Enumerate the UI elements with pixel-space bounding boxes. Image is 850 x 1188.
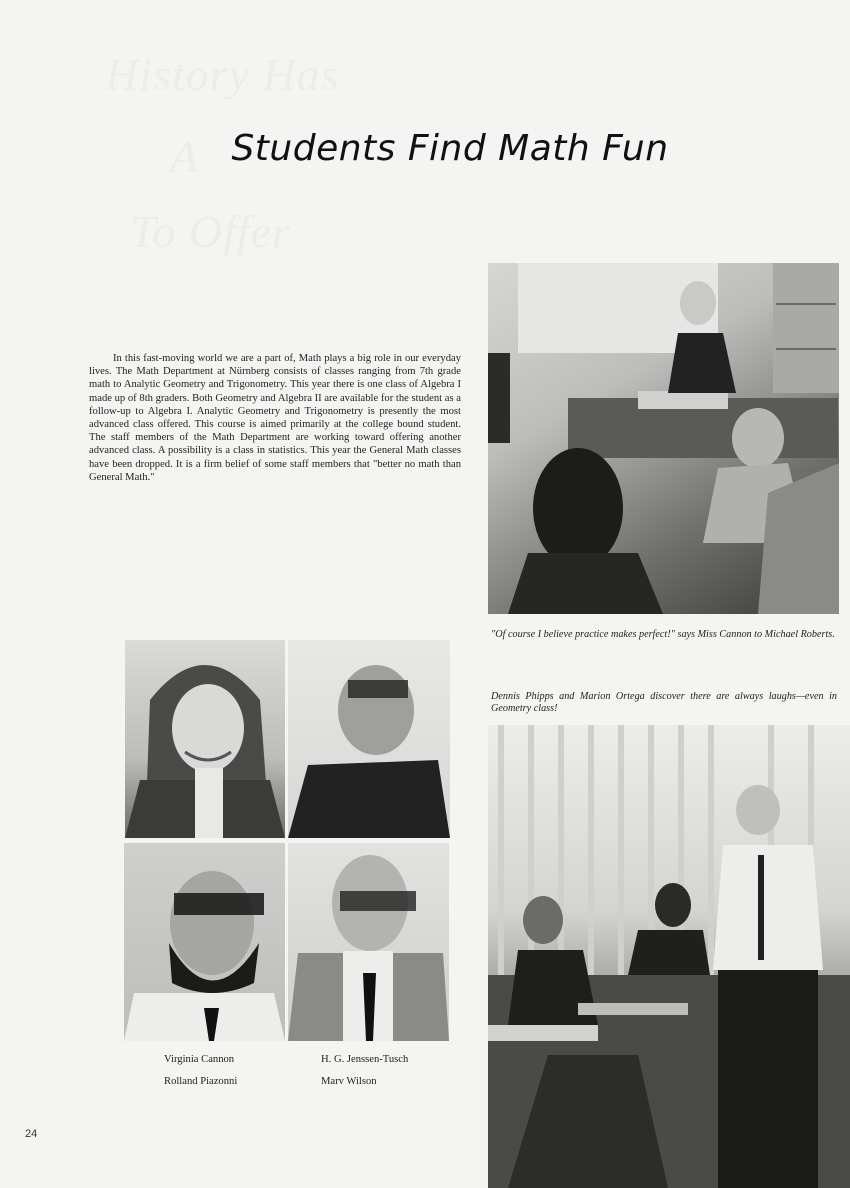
portrait-marv-wilson [288,843,449,1041]
portrait-virginia-cannon [125,640,285,838]
portrait-art [288,640,450,838]
page-number: 24 [25,1128,38,1140]
page-title: Students Find Math Fun [231,128,669,169]
staff-name: H. G. Jenssen-Tusch [321,1054,409,1065]
geometry-photo-art [488,725,850,1188]
portrait-rolland-piazonni [124,843,285,1041]
show-through-text: History Has [105,49,340,100]
portrait-art [124,843,285,1041]
staff-name: Rolland Piazonni [164,1076,238,1087]
geometry-photo-caption: Dennis Phipps and Marion Ortega discover there are always laughs—even in Geometry class! [491,691,837,714]
staff-name: Virginia Cannon [164,1054,235,1065]
show-through-text: A [170,131,200,182]
article-body: In this fast-moving world we are a part of, Math plays a big role in our everyday lives. The Math Department at Nürnberg consists of classes ranging from 7th grade math to Analytic Geometry and Trigonometry. This year there is one class of Algebra I made up of 8th graders. Both Geometry and Algebra II are available for the student as a follow-up to Algebra I. Analytic Geometry and Trigonometry is presently the most advanced class offered. This course is aimed primarily at the college bound student. The staff members of the Math Department are working toward offering another advanced class. A possibility is a class in statistics. This year the General Math classes have been dropped. It is a firm belief of some staff members that "better no math than General Math." [89,353,461,483]
portrait-art [288,843,449,1041]
portrait-h-g-jenssen-tusch [288,640,450,838]
portrait-art [125,640,285,838]
classroom-photo-geometry [488,725,850,1188]
practice-photo-caption: "Of course I believe practice makes perfect!" says Miss Cannon to Michael Roberts. [491,629,835,640]
staff-name: Marv Wilson [321,1076,377,1087]
classroom-photo-practice [488,263,839,614]
show-through-text: To Offer [130,206,291,257]
classroom-photo-art [488,263,839,614]
